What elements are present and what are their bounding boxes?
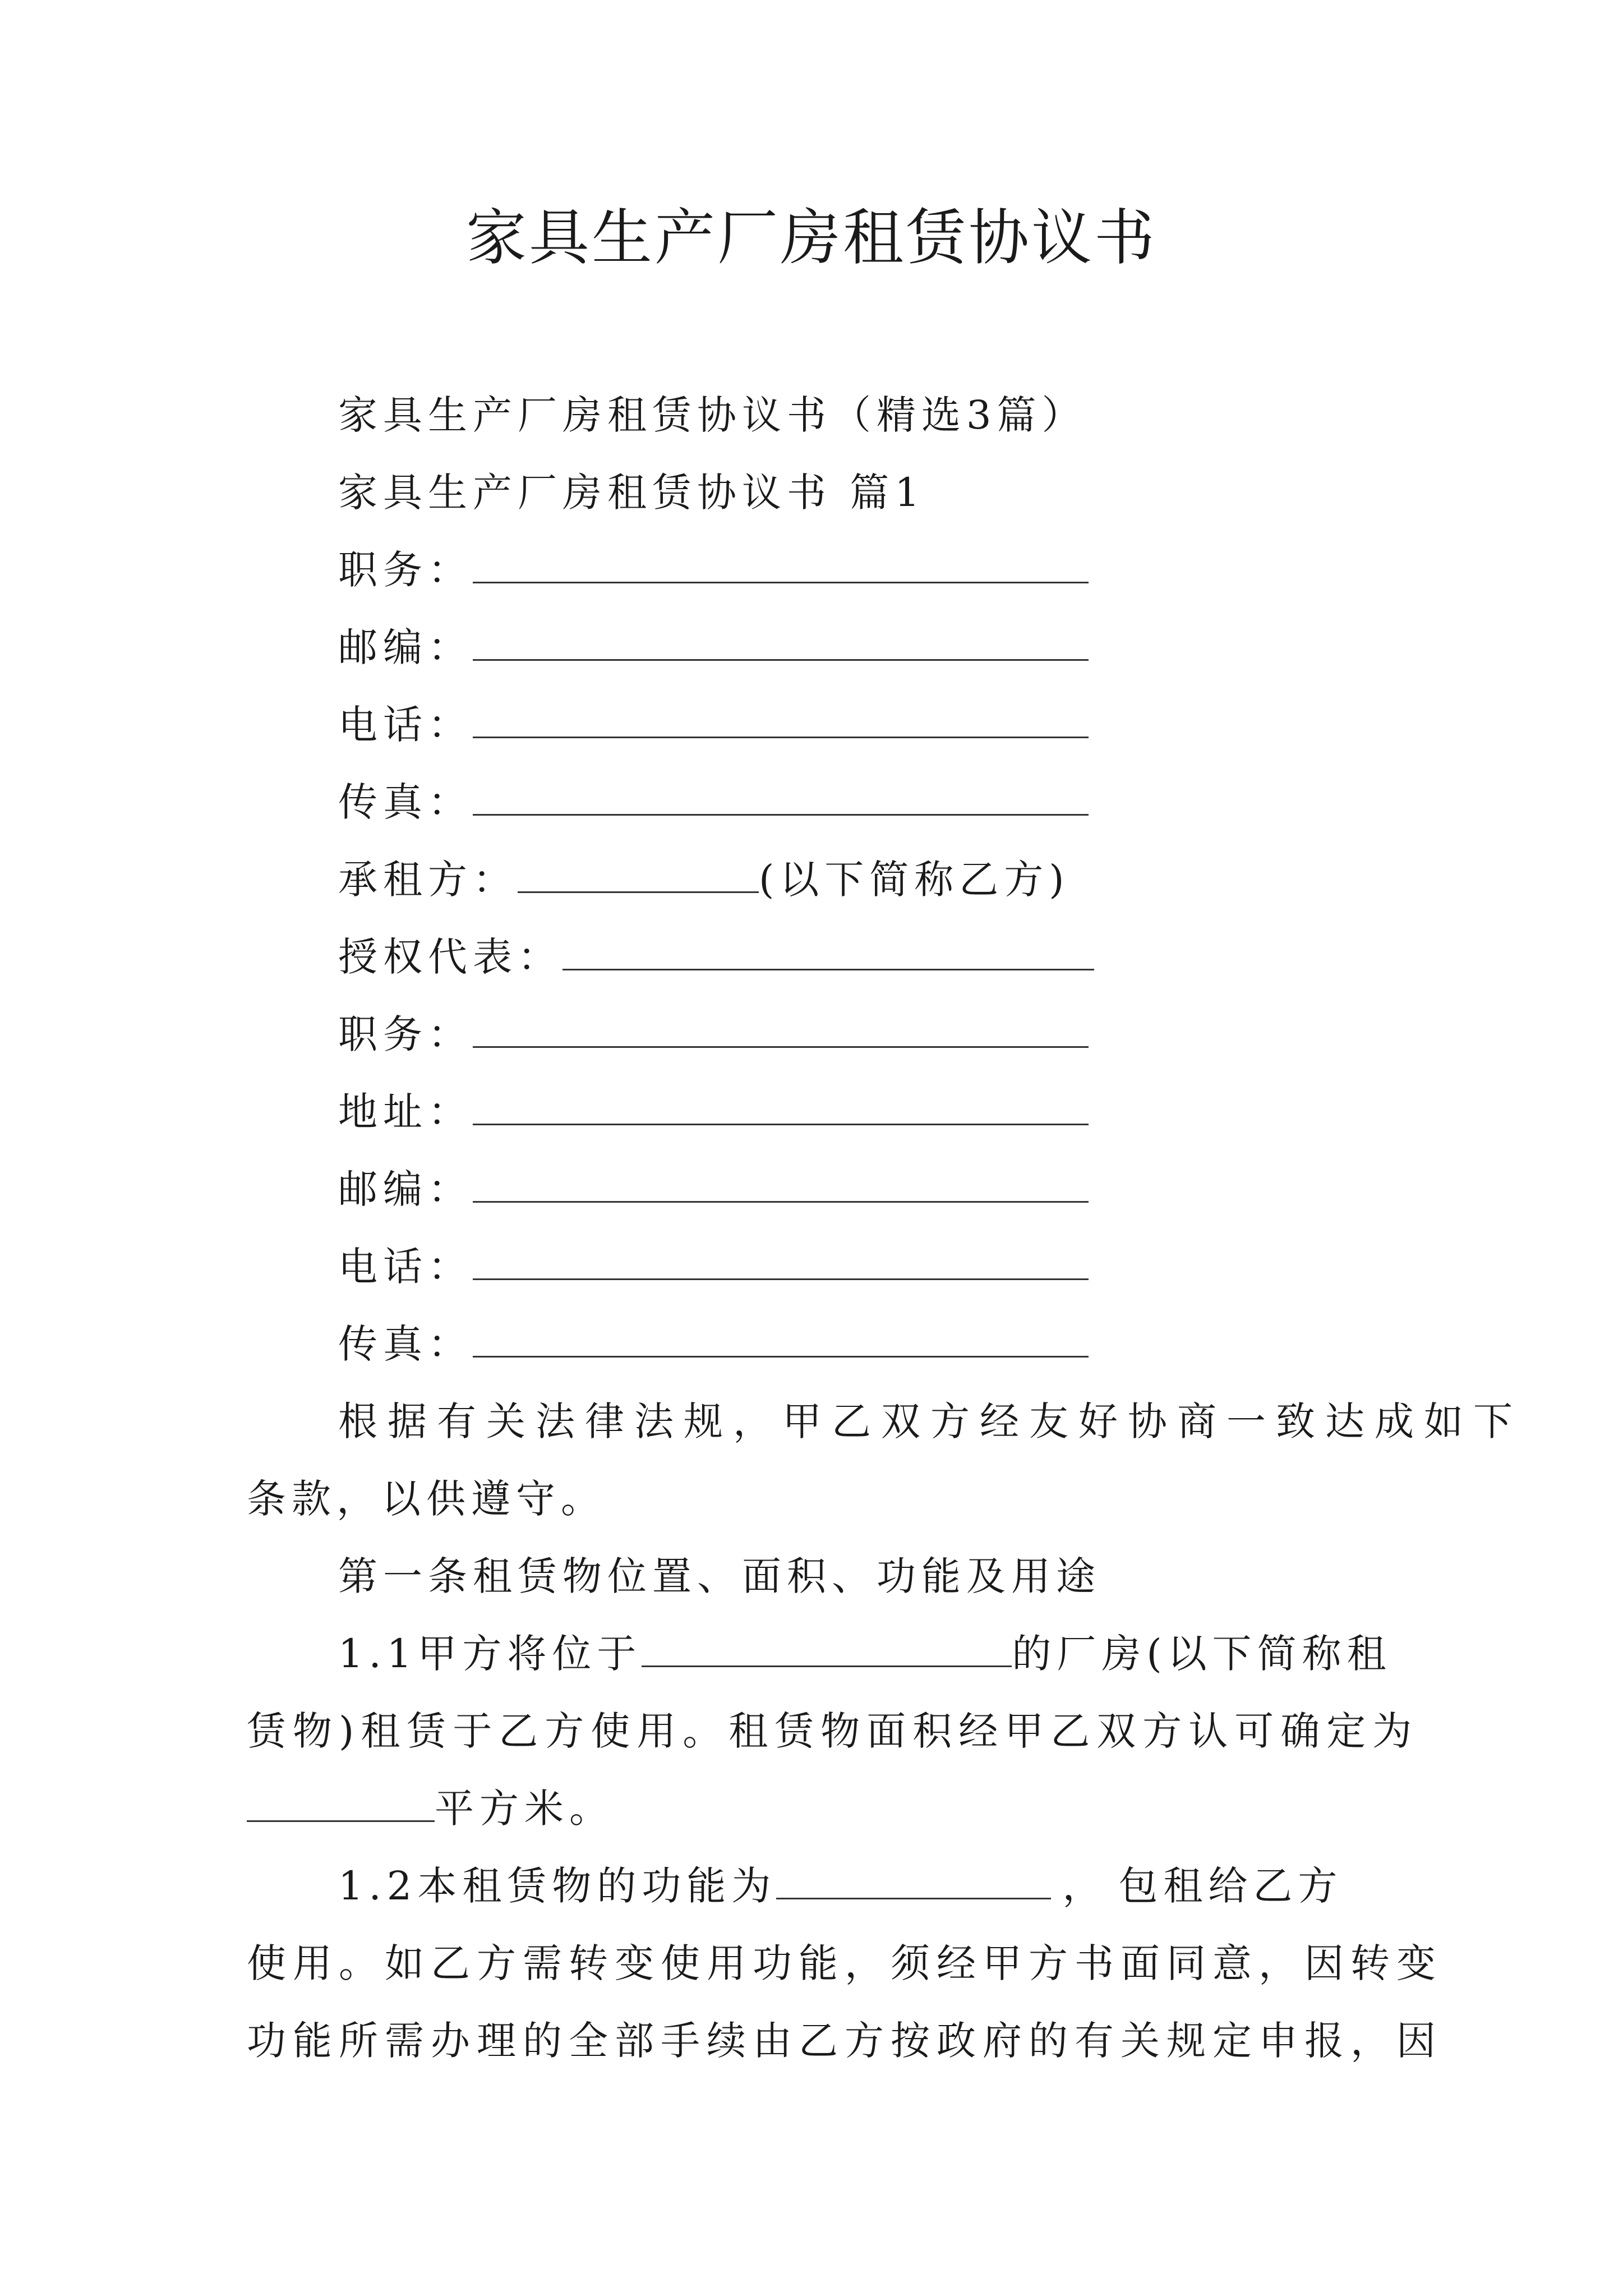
field-row [338,1161,1089,1217]
blank-line [642,1630,1012,1667]
blank-line [473,1010,1089,1048]
blank-line [776,1862,1051,1899]
clause-1-2-line-2: 使用。如乙方需转变使用功能，须经甲方书面同意，因转变 [247,1940,1442,1986]
clause-text: ， [1062,1863,1108,1909]
field-row [338,697,1089,753]
blank-line [247,1784,435,1822]
field-label: 传真： [338,1321,473,1367]
field-row [338,1084,1089,1140]
article1-heading: 第一条租赁物位置、面积、功能及用途 [338,1553,1101,1599]
field-label: 邮编： [338,1166,473,1212]
clause-text: 1.1甲方将位于 [338,1631,642,1677]
clause-1-1-line-1 [338,1626,1392,1682]
clause-text: 1.2本租赁物的功能为 [338,1863,777,1909]
field-label: 电话： [338,702,473,748]
blank-line [473,546,1089,583]
field-label: 邮编： [338,624,473,670]
blank-line [473,778,1089,816]
field-row [338,1006,1089,1062]
clause-1-1-line-3 [247,1780,614,1837]
clause-1-1-line-2: 赁物)租赁于乙方使用。租赁物面积经甲乙双方认可确定为 [247,1708,1419,1754]
field-row [338,1316,1089,1372]
lessee-label: 承租方： [338,857,518,903]
field-label: 职务： [338,547,473,593]
field-row [338,774,1089,830]
clause-1-2-line-3: 功能所需办理的全部手续由乙方按政府的有关规定申报，因 [247,2018,1442,2064]
field-row [338,929,1094,985]
blank-line [473,1320,1089,1358]
document-title: 家具生产厂房租赁协议书 [465,203,1157,273]
field-label: 职务： [338,1011,473,1057]
blank-line [562,933,1094,970]
blank-line [473,1243,1089,1280]
clause-1-2-line-1 [338,1858,1343,1914]
lessee-suffix: (以下简称乙方) [759,857,1070,903]
blank-line [473,701,1089,738]
clause-text: 的厂房(以下简称租 [1012,1631,1392,1677]
clause-text: 平方米。 [435,1786,614,1832]
section-heading: 家具生产厂房租赁协议书 篇1 [338,470,925,516]
blank-line [473,623,1089,661]
field-label: 电话： [338,1244,473,1290]
lessee-row [338,852,1070,908]
field-row [338,619,1089,675]
field-label: 授权代表： [338,934,562,980]
field-label: 传真： [338,779,473,825]
blank-line [473,1088,1089,1125]
blank-line [518,855,759,893]
subtitle: 家具生产厂房租赁协议书（精选3篇） [338,392,1087,438]
clause-text: 包租给乙方 [1118,1863,1343,1909]
intro-line-2: 条款，以供遵守。 [247,1476,606,1522]
field-label: 地址： [338,1089,473,1135]
field-row [338,1239,1089,1295]
field-row [338,542,1089,598]
intro-line-1: 根据有关法律法规，甲乙双方经友好协商一致达成如下 [338,1398,1523,1444]
blank-line [473,1165,1089,1203]
